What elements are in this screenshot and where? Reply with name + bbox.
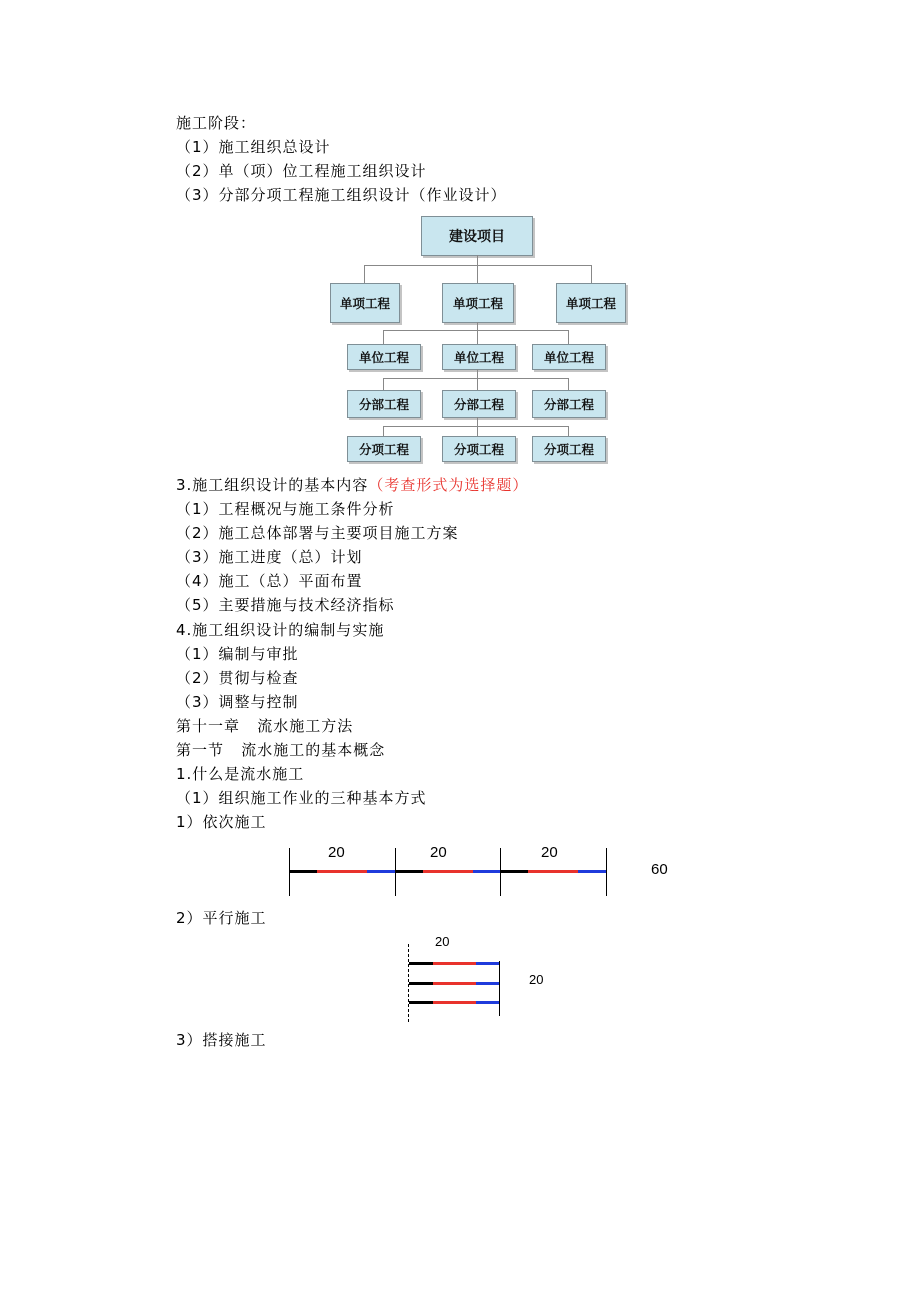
section3-item-5: （5）主要措施与技术经济指标 <box>176 596 395 614</box>
connector <box>568 426 569 436</box>
org-root-box: 建设项目 <box>421 216 533 256</box>
segment-black <box>409 982 433 985</box>
segment-label-1: 20 <box>328 844 345 861</box>
connector <box>477 426 478 436</box>
segment-blue <box>578 870 606 873</box>
org-l3-box-3: 分部工程 <box>532 390 606 418</box>
segment-black <box>409 1001 433 1004</box>
connector <box>383 426 384 436</box>
connector <box>477 330 478 344</box>
method-3-label: 3）搭接施工 <box>176 1031 267 1049</box>
segment-red <box>433 1001 476 1004</box>
org-l3-box-2: 分部工程 <box>442 390 516 418</box>
connector <box>568 330 569 344</box>
section4-heading: 4.施工组织设计的编制与实施 <box>176 621 385 639</box>
org-l2-box-1: 单位工程 <box>347 344 421 370</box>
connector <box>364 265 365 283</box>
segment-red <box>433 962 476 965</box>
segment-red <box>317 870 367 873</box>
segment-blue <box>476 982 499 985</box>
stage-item-2: （2）单（项）位工程施工组织设计 <box>176 162 427 180</box>
question-1: 1.什么是流水施工 <box>176 765 305 783</box>
segment-red <box>423 870 473 873</box>
stage-item-1: （1）施工组织总设计 <box>176 138 331 156</box>
segment-blue <box>476 962 499 965</box>
section3-heading-line <box>176 474 528 496</box>
section4-item-2: （2）贯彻与检查 <box>176 669 299 687</box>
section4-item-1: （1）编制与审批 <box>176 645 299 663</box>
parallel-total-label: 20 <box>529 972 544 987</box>
connector <box>383 330 569 331</box>
tick <box>606 848 607 896</box>
org-l2-box-3: 单位工程 <box>532 344 606 370</box>
org-l3-box-1: 分部工程 <box>347 390 421 418</box>
section3-item-4: （4）施工（总）平面布置 <box>176 572 363 590</box>
connector <box>383 330 384 344</box>
segment-red <box>528 870 578 873</box>
segment-red <box>433 982 476 985</box>
stage-item-3: （3）分部分项工程施工组织设计（作业设计） <box>176 186 507 204</box>
total-label: 60 <box>651 861 668 878</box>
method-2-label: 2）平行施工 <box>176 909 267 927</box>
org-l1-box-3: 单项工程 <box>556 283 626 323</box>
connector <box>591 265 592 283</box>
section3-item-2: （2）施工总体部署与主要项目施工方案 <box>176 524 459 542</box>
chapter-title: 第十一章 流水施工方法 <box>176 717 354 735</box>
connector <box>477 322 478 330</box>
tick <box>499 961 500 1016</box>
question-1-sub: （1）组织施工作业的三种基本方式 <box>176 789 427 807</box>
segment-black <box>289 870 317 873</box>
section4-item-3: （3）调整与控制 <box>176 693 299 711</box>
section-title: 第一节 流水施工的基本概念 <box>176 741 386 759</box>
segment-blue <box>367 870 395 873</box>
connector <box>477 417 478 426</box>
segment-black <box>500 870 528 873</box>
org-l2-box-2: 单位工程 <box>442 344 516 370</box>
segment-label-3: 20 <box>541 844 558 861</box>
stage-heading: 施工阶段： <box>176 114 257 132</box>
parallel-top-label: 20 <box>435 934 450 949</box>
segment-blue <box>476 1001 499 1004</box>
section3-item-1: （1）工程概况与施工条件分析 <box>176 500 395 518</box>
connector <box>383 378 384 390</box>
connector <box>477 369 478 378</box>
section3-item-3: （3）施工进度（总）计划 <box>176 548 363 566</box>
segment-label-2: 20 <box>430 844 447 861</box>
connector <box>568 378 569 390</box>
section3-heading: 3.施工组织设计的基本内容 <box>176 476 369 494</box>
segment-black <box>395 870 423 873</box>
connector <box>383 426 569 427</box>
org-l4-box-2: 分项工程 <box>442 436 516 462</box>
connector <box>383 378 569 379</box>
connector <box>364 265 592 266</box>
org-l4-box-3: 分项工程 <box>532 436 606 462</box>
segment-blue <box>473 870 500 873</box>
segment-black <box>409 962 433 965</box>
org-l1-box-1: 单项工程 <box>330 283 400 323</box>
org-l4-box-1: 分项工程 <box>347 436 421 462</box>
connector <box>477 378 478 390</box>
org-l1-box-2: 单项工程 <box>442 283 514 323</box>
connector <box>477 255 478 265</box>
method-1-label: 1）依次施工 <box>176 813 267 831</box>
connector <box>477 265 478 283</box>
section3-note: （考查形式为选择题） <box>368 476 529 494</box>
